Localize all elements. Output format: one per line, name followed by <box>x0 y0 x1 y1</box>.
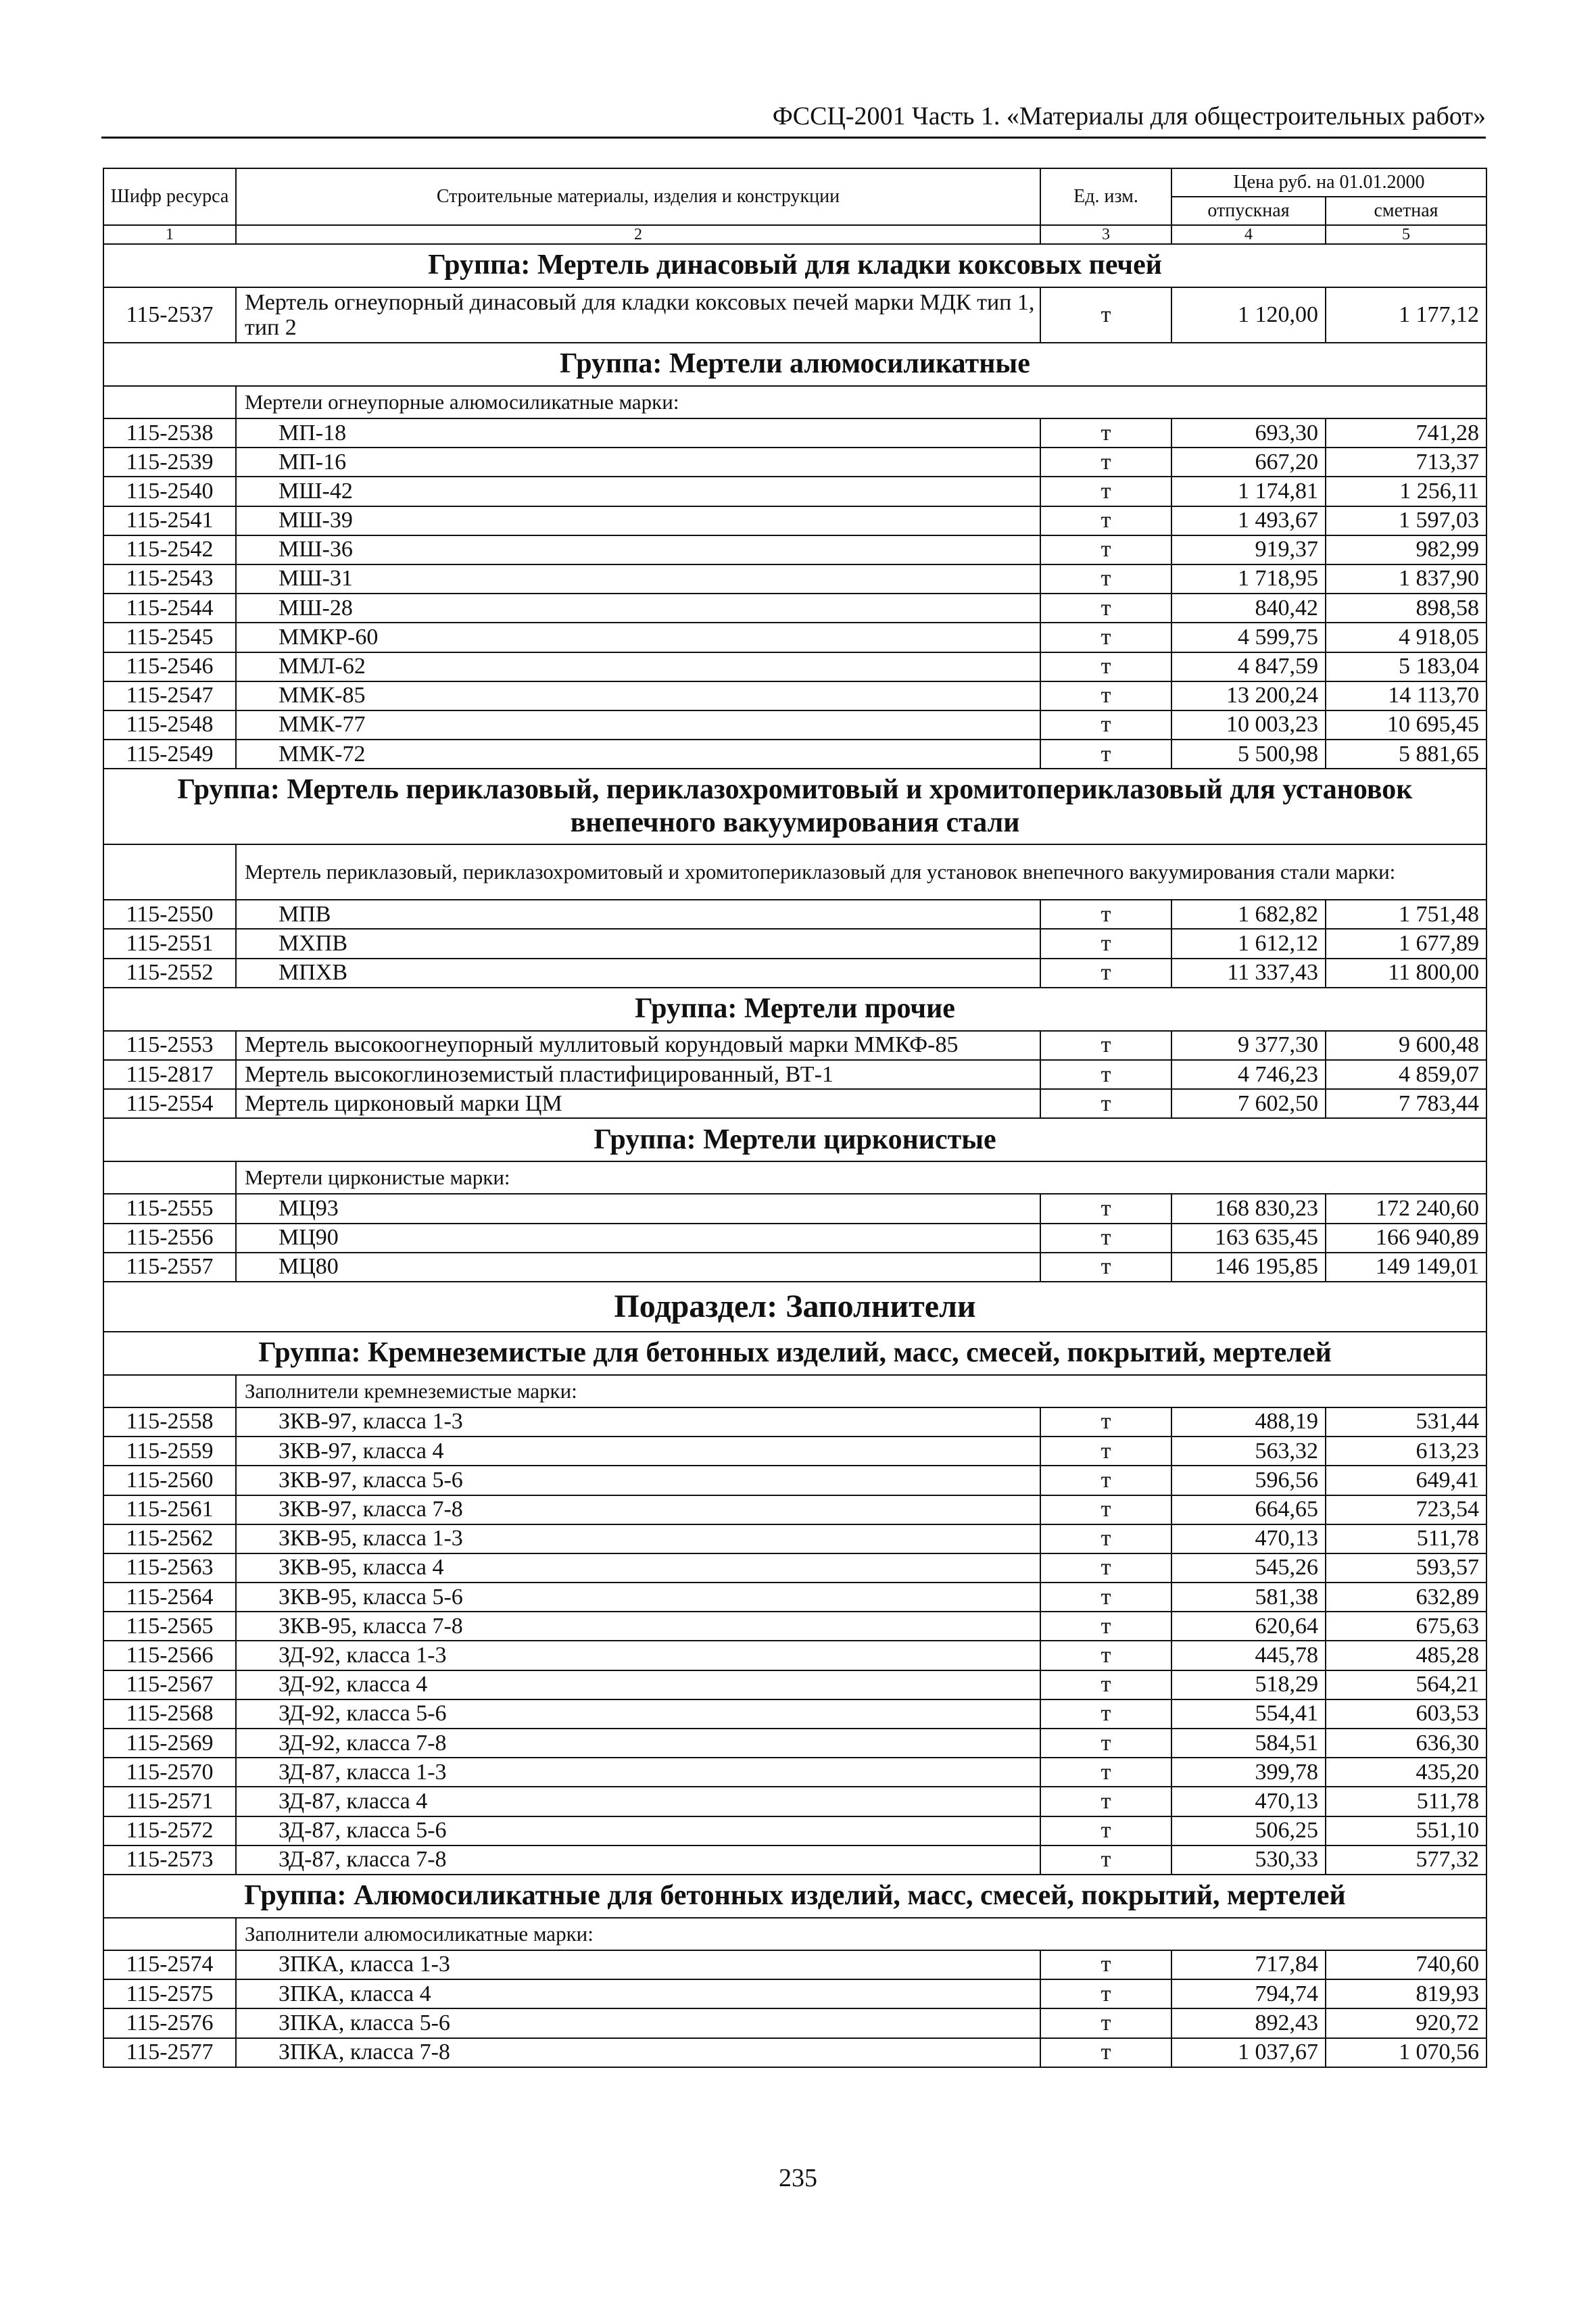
unit-cell: т <box>1040 594 1171 623</box>
table-row <box>103 1089 1486 1118</box>
material-name: ЗД-87, класса 4 <box>236 1787 1040 1816</box>
material-name: ЗКВ-97, класса 1-3 <box>236 1407 1040 1437</box>
table-row <box>103 1224 1486 1253</box>
table-row <box>103 1194 1486 1223</box>
table-row <box>103 1253 1486 1282</box>
note-spacer <box>103 1918 236 1950</box>
resource-code: 115-2577 <box>103 2038 236 2067</box>
unit-cell: т <box>1040 1758 1171 1787</box>
price-table <box>103 168 1487 2068</box>
estimate-price: 4 859,07 <box>1326 1060 1486 1089</box>
note-row <box>103 1375 1486 1407</box>
column-header-estimate: сметная <box>1326 197 1486 225</box>
release-price: 545,26 <box>1171 1553 1326 1583</box>
estimate-price: 10 695,45 <box>1326 710 1486 740</box>
resource-code: 115-2546 <box>103 652 236 681</box>
running-header: ФССЦ-2001 Часть 1. «Материалы для общестроительных работ» <box>101 101 1486 139</box>
unit-cell: т <box>1040 1845 1171 1875</box>
material-name: ЗКВ-95, класса 7-8 <box>236 1612 1040 1641</box>
estimate-price: 741,28 <box>1326 418 1486 448</box>
group-heading-row <box>103 1332 1486 1375</box>
estimate-price: 632,89 <box>1326 1583 1486 1612</box>
unit-cell: т <box>1040 1729 1171 1758</box>
release-price: 163 635,45 <box>1171 1224 1326 1253</box>
table-row <box>103 1816 1486 1845</box>
resource-code: 115-2553 <box>103 1031 236 1060</box>
resource-code: 115-2556 <box>103 1224 236 1253</box>
material-name: МЦ90 <box>236 1224 1040 1253</box>
estimate-price: 1 837,90 <box>1326 564 1486 594</box>
column-number: 4 <box>1171 225 1326 244</box>
unit-cell: т <box>1040 900 1171 929</box>
material-name: ЗКВ-95, класса 5-6 <box>236 1583 1040 1612</box>
column-number: 1 <box>103 225 236 244</box>
resource-code: 115-2543 <box>103 564 236 594</box>
estimate-price: 1 256,11 <box>1326 477 1486 506</box>
estimate-price: 1 751,48 <box>1326 900 1486 929</box>
resource-code: 115-2541 <box>103 506 236 535</box>
resource-code: 115-2547 <box>103 681 236 710</box>
note-row <box>103 1161 1486 1194</box>
note-spacer <box>103 1161 236 1194</box>
table-row <box>103 1729 1486 1758</box>
release-price: 11 337,43 <box>1171 959 1326 988</box>
material-name: ЗД-87, класса 7-8 <box>236 1845 1040 1875</box>
material-name: ЗД-87, класса 5-6 <box>236 1816 1040 1845</box>
table-row <box>103 1031 1486 1060</box>
unit-cell: т <box>1040 1699 1171 1729</box>
release-price: 919,37 <box>1171 535 1326 564</box>
resource-code: 115-2550 <box>103 900 236 929</box>
resource-code: 115-2539 <box>103 448 236 477</box>
material-name: ММК-85 <box>236 681 1040 710</box>
unit-cell: т <box>1040 1437 1171 1466</box>
note-spacer <box>103 1375 236 1407</box>
material-name: МШ-36 <box>236 535 1040 564</box>
unit-cell: т <box>1040 1950 1171 1979</box>
group-heading-row <box>103 988 1486 1031</box>
estimate-price: 649,41 <box>1326 1466 1486 1495</box>
release-price: 596,56 <box>1171 1466 1326 1495</box>
unit-cell: т <box>1040 1641 1171 1670</box>
material-name: Мертель цирконовый марки ЦМ <box>236 1089 1040 1118</box>
table-row <box>103 1787 1486 1816</box>
table-row <box>103 710 1486 740</box>
column-number: 2 <box>236 225 1040 244</box>
table-body <box>103 244 1486 2067</box>
group-heading: Группа: Мертели алюмосиликатные <box>103 343 1486 386</box>
unit-cell: т <box>1040 1407 1171 1437</box>
release-price: 13 200,24 <box>1171 681 1326 710</box>
unit-cell: т <box>1040 506 1171 535</box>
group-heading: Группа: Алюмосиликатные для бетонных изделий, масс, смесей, покрытий, мертелей <box>103 1875 1486 1918</box>
material-name: МП-18 <box>236 418 1040 448</box>
unit-cell: т <box>1040 535 1171 564</box>
material-name: МШ-31 <box>236 564 1040 594</box>
estimate-price: 511,78 <box>1326 1787 1486 1816</box>
table-row <box>103 2038 1486 2067</box>
resource-code: 115-2537 <box>103 287 236 343</box>
note-row <box>103 844 1486 900</box>
estimate-price: 1 070,56 <box>1326 2038 1486 2067</box>
table-row <box>103 1060 1486 1089</box>
release-price: 9 377,30 <box>1171 1031 1326 1060</box>
unit-cell: т <box>1040 1670 1171 1699</box>
resource-code: 115-2569 <box>103 1729 236 1758</box>
column-header-code: Шифр ресурса <box>103 168 236 225</box>
material-name: МХПВ <box>236 929 1040 958</box>
unit-cell: т <box>1040 1612 1171 1641</box>
release-price: 4 746,23 <box>1171 1060 1326 1089</box>
table-row <box>103 448 1486 477</box>
estimate-price: 819,93 <box>1326 1979 1486 2008</box>
estimate-price: 511,78 <box>1326 1524 1486 1553</box>
release-price: 488,19 <box>1171 1407 1326 1437</box>
unit-cell: т <box>1040 1787 1171 1816</box>
table-row <box>103 623 1486 652</box>
release-price: 1 493,67 <box>1171 506 1326 535</box>
group-heading: Группа: Мертели прочие <box>103 988 1486 1031</box>
resource-code: 115-2562 <box>103 1524 236 1553</box>
material-name: ЗПКА, класса 1-3 <box>236 1950 1040 1979</box>
release-price: 146 195,85 <box>1171 1253 1326 1282</box>
table-row <box>103 1524 1486 1553</box>
note-spacer <box>103 386 236 418</box>
resource-code: 115-2559 <box>103 1437 236 1466</box>
subsection-heading-row <box>103 1282 1486 1332</box>
group-heading: Группа: Мертель динасовый для кладки коксовых печей <box>103 244 1486 287</box>
column-header-release: отпускная <box>1171 197 1326 225</box>
material-name: ЗКВ-95, класса 4 <box>236 1553 1040 1583</box>
estimate-price: 531,44 <box>1326 1407 1486 1437</box>
release-price: 892,43 <box>1171 2008 1326 2037</box>
release-price: 667,20 <box>1171 448 1326 477</box>
table-row <box>103 1699 1486 1729</box>
estimate-price: 675,63 <box>1326 1612 1486 1641</box>
estimate-price: 564,21 <box>1326 1670 1486 1699</box>
table-row <box>103 740 1486 769</box>
resource-code: 115-2554 <box>103 1089 236 1118</box>
release-price: 794,74 <box>1171 1979 1326 2008</box>
table-row <box>103 535 1486 564</box>
group-heading-row <box>103 769 1486 844</box>
resource-code: 115-2565 <box>103 1612 236 1641</box>
resource-code: 115-2573 <box>103 1845 236 1875</box>
estimate-price: 982,99 <box>1326 535 1486 564</box>
release-price: 1 718,95 <box>1171 564 1326 594</box>
resource-code: 115-2538 <box>103 418 236 448</box>
table-row <box>103 1670 1486 1699</box>
unit-cell: т <box>1040 287 1171 343</box>
material-name: МЦ93 <box>236 1194 1040 1223</box>
release-price: 563,32 <box>1171 1437 1326 1466</box>
material-name: ЗД-92, класса 1-3 <box>236 1641 1040 1670</box>
note-text: Заполнители кремнеземистые марки: <box>236 1375 1486 1407</box>
unit-cell: т <box>1040 1060 1171 1089</box>
unit-cell: т <box>1040 740 1171 769</box>
material-name: МЦ80 <box>236 1253 1040 1282</box>
material-name: МПВ <box>236 900 1040 929</box>
group-heading: Группа: Кремнеземистые для бетонных изделий, масс, смесей, покрытий, мертелей <box>103 1332 1486 1375</box>
unit-cell: т <box>1040 623 1171 652</box>
release-price: 1 612,12 <box>1171 929 1326 958</box>
release-price: 399,78 <box>1171 1758 1326 1787</box>
note-text: Мертель периклазовый, периклазохромитовый и хромитопериклазовый для установок внепечного вакуумирования стали марки: <box>236 844 1486 900</box>
release-price: 470,13 <box>1171 1524 1326 1553</box>
group-heading-row <box>103 343 1486 386</box>
estimate-price: 9 600,48 <box>1326 1031 1486 1060</box>
release-price: 5 500,98 <box>1171 740 1326 769</box>
estimate-price: 1 597,03 <box>1326 506 1486 535</box>
table-row <box>103 418 1486 448</box>
page-number: 235 <box>779 2164 817 2192</box>
release-price: 1 120,00 <box>1171 287 1326 343</box>
resource-code: 115-2567 <box>103 1670 236 1699</box>
resource-code: 115-2566 <box>103 1641 236 1670</box>
material-name: МШ-39 <box>236 506 1040 535</box>
estimate-price: 593,57 <box>1326 1553 1486 1583</box>
estimate-price: 149 149,01 <box>1326 1253 1486 1282</box>
unit-cell: т <box>1040 959 1171 988</box>
unit-cell: т <box>1040 1031 1171 1060</box>
unit-cell: т <box>1040 477 1171 506</box>
unit-cell: т <box>1040 1583 1171 1612</box>
column-number: 5 <box>1326 225 1486 244</box>
table-row <box>103 1495 1486 1524</box>
resource-code: 115-2571 <box>103 1787 236 1816</box>
unit-cell: т <box>1040 681 1171 710</box>
note-text: Мертели огнеупорные алюмосиликатные марки: <box>236 386 1486 418</box>
unit-cell: т <box>1040 710 1171 740</box>
release-price: 470,13 <box>1171 1787 1326 1816</box>
release-price: 664,65 <box>1171 1495 1326 1524</box>
unit-cell: т <box>1040 652 1171 681</box>
resource-code: 115-2558 <box>103 1407 236 1437</box>
group-heading-row <box>103 1118 1486 1161</box>
release-price: 584,51 <box>1171 1729 1326 1758</box>
subsection-heading: Подраздел: Заполнители <box>103 1282 1486 1332</box>
material-name: ММКР-60 <box>236 623 1040 652</box>
table-row <box>103 959 1486 988</box>
column-header-unit: Ед. изм. <box>1040 168 1171 225</box>
material-name: МП-16 <box>236 448 1040 477</box>
unit-cell: т <box>1040 1524 1171 1553</box>
unit-cell: т <box>1040 448 1171 477</box>
resource-code: 115-2564 <box>103 1583 236 1612</box>
estimate-price: 172 240,60 <box>1326 1194 1486 1223</box>
release-price: 4 847,59 <box>1171 652 1326 681</box>
table-row <box>103 1583 1486 1612</box>
estimate-price: 723,54 <box>1326 1495 1486 1524</box>
release-price: 717,84 <box>1171 1950 1326 1979</box>
group-heading: Группа: Мертель периклазовый, периклазохромитовый и хромитопериклазовый для установок внепечного вакуумирования стали <box>103 769 1486 844</box>
table-row <box>103 287 1486 343</box>
release-price: 7 602,50 <box>1171 1089 1326 1118</box>
release-price: 581,38 <box>1171 1583 1326 1612</box>
table-row <box>103 2008 1486 2037</box>
material-name: ЗКВ-97, класса 5-6 <box>236 1466 1040 1495</box>
column-number: 3 <box>1040 225 1171 244</box>
release-price: 4 599,75 <box>1171 623 1326 652</box>
estimate-price: 14 113,70 <box>1326 681 1486 710</box>
resource-code: 115-2545 <box>103 623 236 652</box>
release-price: 1 174,81 <box>1171 477 1326 506</box>
material-name: Мертель высокоогнеупорный муллитовый корундовый марки ММКФ-85 <box>236 1031 1040 1060</box>
table-row <box>103 1466 1486 1495</box>
column-header-name: Строительные материалы, изделия и конструкции <box>236 168 1040 225</box>
table-row <box>103 477 1486 506</box>
resource-code: 115-2542 <box>103 535 236 564</box>
unit-cell: т <box>1040 1089 1171 1118</box>
resource-code: 115-2544 <box>103 594 236 623</box>
material-name: ЗД-87, класса 1-3 <box>236 1758 1040 1787</box>
estimate-price: 11 800,00 <box>1326 959 1486 988</box>
estimate-price: 5 183,04 <box>1326 652 1486 681</box>
release-price: 506,25 <box>1171 1816 1326 1845</box>
table-row <box>103 1950 1486 1979</box>
material-name: ММК-77 <box>236 710 1040 740</box>
column-header-price: Цена руб. на 01.01.2000 <box>1171 168 1486 197</box>
table-row <box>103 1641 1486 1670</box>
release-price: 693,30 <box>1171 418 1326 448</box>
table-row <box>103 564 1486 594</box>
material-name: ЗКВ-95, класса 1-3 <box>236 1524 1040 1553</box>
resource-code: 115-2552 <box>103 959 236 988</box>
note-row <box>103 386 1486 418</box>
table-row <box>103 1407 1486 1437</box>
estimate-price: 577,32 <box>1326 1845 1486 1875</box>
release-price: 1 037,67 <box>1171 2038 1326 2067</box>
release-price: 10 003,23 <box>1171 710 1326 740</box>
material-name: ЗД-92, класса 4 <box>236 1670 1040 1699</box>
material-name: ЗД-92, класса 5-6 <box>236 1699 1040 1729</box>
table-row <box>103 1437 1486 1466</box>
resource-code: 115-2572 <box>103 1816 236 1845</box>
material-name: ММЛ-62 <box>236 652 1040 681</box>
material-name: ЗПКА, класса 7-8 <box>236 2038 1040 2067</box>
release-price: 554,41 <box>1171 1699 1326 1729</box>
release-price: 530,33 <box>1171 1845 1326 1875</box>
estimate-price: 4 918,05 <box>1326 623 1486 652</box>
estimate-price: 713,37 <box>1326 448 1486 477</box>
material-name: ЗПКА, класса 5-6 <box>236 2008 1040 2037</box>
resource-code: 115-2570 <box>103 1758 236 1787</box>
unit-cell: т <box>1040 1466 1171 1495</box>
unit-cell: т <box>1040 1224 1171 1253</box>
unit-cell: т <box>1040 1553 1171 1583</box>
estimate-price: 7 783,44 <box>1326 1089 1486 1118</box>
estimate-price: 636,30 <box>1326 1729 1486 1758</box>
material-name: Мертель огнеупорный динасовый для кладки коксовых печей марки МДК тип 1, тип 2 <box>236 287 1040 343</box>
table-row <box>103 900 1486 929</box>
resource-code: 115-2540 <box>103 477 236 506</box>
release-price: 620,64 <box>1171 1612 1326 1641</box>
estimate-price: 1 177,12 <box>1326 287 1486 343</box>
estimate-price: 1 677,89 <box>1326 929 1486 958</box>
unit-cell: т <box>1040 2008 1171 2037</box>
note-spacer <box>103 844 236 900</box>
material-name: ЗКВ-97, класса 7-8 <box>236 1495 1040 1524</box>
resource-code: 115-2555 <box>103 1194 236 1223</box>
estimate-price: 551,10 <box>1326 1816 1486 1845</box>
table-row <box>103 929 1486 958</box>
group-heading-row <box>103 1875 1486 1918</box>
estimate-price: 920,72 <box>1326 2008 1486 2037</box>
table-row <box>103 506 1486 535</box>
unit-cell: т <box>1040 418 1171 448</box>
table-row <box>103 594 1486 623</box>
unit-cell: т <box>1040 929 1171 958</box>
table-row <box>103 1553 1486 1583</box>
resource-code: 115-2576 <box>103 2008 236 2037</box>
estimate-price: 603,53 <box>1326 1699 1486 1729</box>
resource-code: 115-2817 <box>103 1060 236 1089</box>
unit-cell: т <box>1040 1979 1171 2008</box>
resource-code: 115-2574 <box>103 1950 236 1979</box>
material-name: ММК-72 <box>236 740 1040 769</box>
table-row <box>103 1845 1486 1875</box>
table-row <box>103 1758 1486 1787</box>
release-price: 840,42 <box>1171 594 1326 623</box>
table-row <box>103 681 1486 710</box>
estimate-price: 740,60 <box>1326 1950 1486 1979</box>
material-name: ЗД-92, класса 7-8 <box>236 1729 1040 1758</box>
note-text: Мертели цирконистые марки: <box>236 1161 1486 1194</box>
unit-cell: т <box>1040 1194 1171 1223</box>
material-name: МШ-28 <box>236 594 1040 623</box>
group-heading: Группа: Мертели цирконистые <box>103 1118 1486 1161</box>
group-heading-row <box>103 244 1486 287</box>
estimate-price: 5 881,65 <box>1326 740 1486 769</box>
resource-code: 115-2568 <box>103 1699 236 1729</box>
estimate-price: 898,58 <box>1326 594 1486 623</box>
release-price: 518,29 <box>1171 1670 1326 1699</box>
resource-code: 115-2560 <box>103 1466 236 1495</box>
release-price: 1 682,82 <box>1171 900 1326 929</box>
material-name: ЗКВ-97, класса 4 <box>236 1437 1040 1466</box>
unit-cell: т <box>1040 564 1171 594</box>
unit-cell: т <box>1040 2038 1171 2067</box>
note-row <box>103 1918 1486 1950</box>
material-name: Мертель высокоглиноземистый пластифицированный, ВТ-1 <box>236 1060 1040 1089</box>
unit-cell: т <box>1040 1816 1171 1845</box>
resource-code: 115-2563 <box>103 1553 236 1583</box>
resource-code: 115-2557 <box>103 1253 236 1282</box>
resource-code: 115-2549 <box>103 740 236 769</box>
unit-cell: т <box>1040 1495 1171 1524</box>
resource-code: 115-2561 <box>103 1495 236 1524</box>
resource-code: 115-2548 <box>103 710 236 740</box>
release-price: 445,78 <box>1171 1641 1326 1670</box>
estimate-price: 485,28 <box>1326 1641 1486 1670</box>
table-row <box>103 652 1486 681</box>
estimate-price: 166 940,89 <box>1326 1224 1486 1253</box>
estimate-price: 613,23 <box>1326 1437 1486 1466</box>
resource-code: 115-2575 <box>103 1979 236 2008</box>
release-price: 168 830,23 <box>1171 1194 1326 1223</box>
material-name: ЗПКА, класса 4 <box>236 1979 1040 2008</box>
estimate-price: 435,20 <box>1326 1758 1486 1787</box>
unit-cell: т <box>1040 1253 1171 1282</box>
resource-code: 115-2551 <box>103 929 236 958</box>
material-name: МПХВ <box>236 959 1040 988</box>
table-row <box>103 1612 1486 1641</box>
material-name: МШ-42 <box>236 477 1040 506</box>
note-text: Заполнители алюмосиликатные марки: <box>236 1918 1486 1950</box>
table-row <box>103 1979 1486 2008</box>
